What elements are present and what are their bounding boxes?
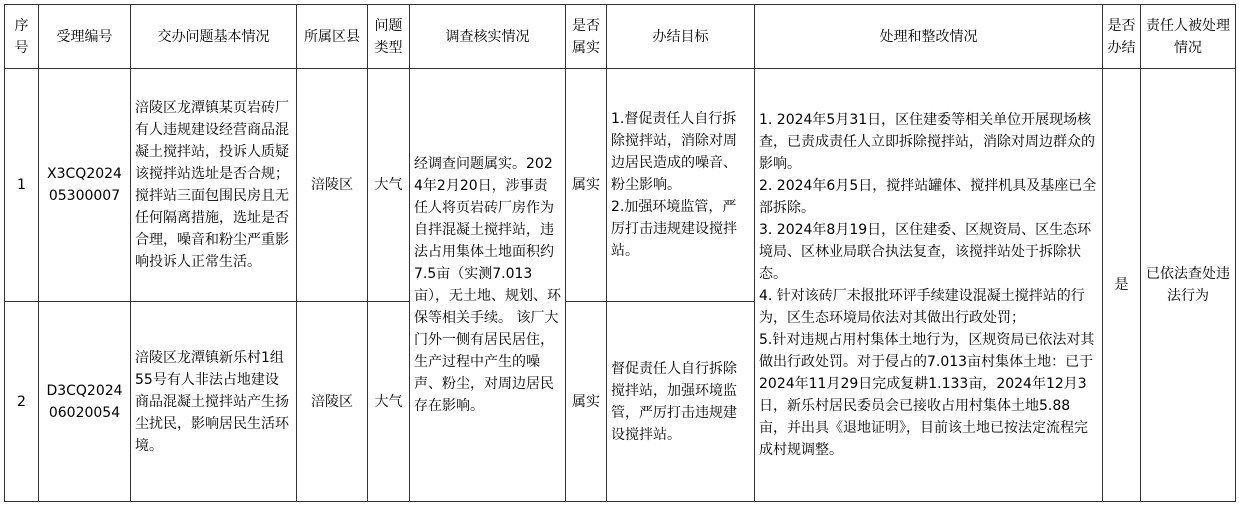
row-verified: 属实: [566, 302, 607, 502]
header-row: [5, 5, 1236, 69]
row-no: 1: [5, 69, 39, 302]
handling-cell: 1. 2024年5月31日，区住建委等相关单位开展现场核查，已责成责任人立即拆除搅拌站，消除对周边群众的影响。 2. 2024年6月5日，搅拌站罐体、搅拌机具及基座已全部拆除。 3. 2024年8月19日，区住建委、区规资局、区生态环境局、区林业局联合执法复查，该搅拌站处于拆除状态。 4. 针对该砖厂未报批环评手续建设混凝土搅拌站的行为，区生态环境局依法对其做出行政处罚； 5.针对违规占用村集体土地行为，区规资局已依法对其做出行政处罚。对于侵占的7.013亩村集体土地：已于2024年11月29日完成复耕1.133亩，2024年12月3日，新乐村居民委员会已接收占用村集体土地5.88亩，并出具《退地证明》，目前该土地已按法定流程完成村规调整。: [755, 69, 1103, 502]
header-penalty: 责任人被处理情况: [1141, 5, 1236, 69]
row-code: X3CQ202405300007: [39, 69, 131, 302]
header-code: 受理编号: [39, 5, 131, 69]
header-problem: 交办问题基本情况: [131, 5, 297, 69]
header-no: 序号: [5, 5, 39, 69]
row-code: D3CQ202406020054: [39, 302, 131, 502]
case-table: [4, 4, 1236, 502]
investigation-cell: 经调查问题属实。2024年2月20日，涉事责任人将页岩砖厂房作为自拌混凝土搅拌站，违法占用集体土地面积约7.5亩（实测7.013亩），无土地、规划、环保等相关手续。 该厂大门外一侧有居民居住，生产过程中产生的噪声、粉尘，对周边居民存在影响。: [410, 69, 566, 502]
row-problem: 涪陵区龙潭镇新乐村1组55号有人非法占地建设商品混凝土搅拌站产生扬尘扰民，影响居民生活环境。: [131, 302, 297, 502]
header-goal: 办结目标: [607, 5, 755, 69]
header-verified: 是否属实: [566, 5, 607, 69]
row-goal: 督促责任人自行拆除搅拌站，加强环境监管，严厉打击违规建设搅拌站。: [607, 302, 755, 502]
header-type: 问题类型: [368, 5, 410, 69]
row-type: 大气: [368, 69, 410, 302]
row-problem: 涪陵区龙潭镇某页岩砖厂有人违规建设经营商品混凝土搅拌站，投诉人质疑该搅拌站选址是否合规；搅拌站三面包围民房且无任何隔离措施，选址是否合理，噪音和粉尘严重影响投诉人正常生活。: [131, 69, 297, 302]
row-verified: 属实: [566, 69, 607, 302]
table-row: [5, 69, 1236, 302]
row-type: 大气: [368, 302, 410, 502]
row-district: 涪陵区: [297, 69, 368, 302]
row-goal: 1.督促责任人自行拆除搅拌站，消除对周边居民造成的噪音、粉尘影响。 2.加强环境监管，严厉打击违规建设搅拌站。: [607, 69, 755, 302]
completed-cell: 是: [1103, 69, 1141, 502]
header-handling: 处理和整改情况: [755, 5, 1103, 69]
header-investigation: 调查核实情况: [410, 5, 566, 69]
row-no: 2: [5, 302, 39, 502]
header-completed: 是否办结: [1103, 5, 1141, 69]
row-district: 涪陵区: [297, 302, 368, 502]
penalty-cell: 已依法查处违法行为: [1141, 69, 1236, 502]
header-district: 所属区县: [297, 5, 368, 69]
